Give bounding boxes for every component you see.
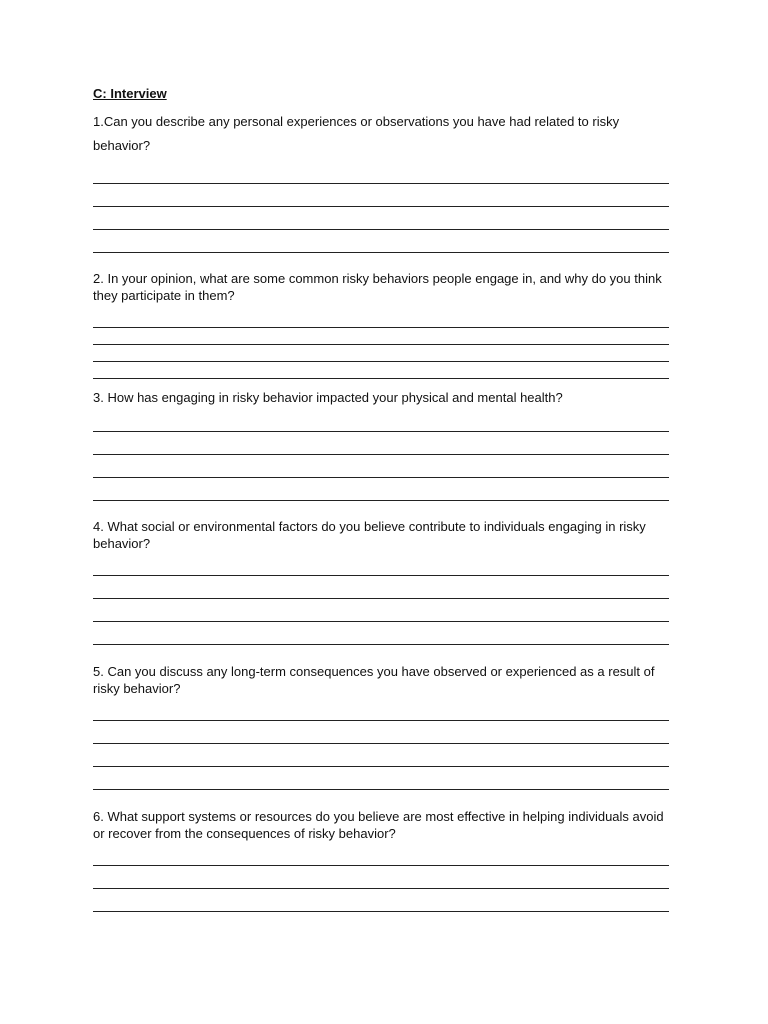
answer-line[interactable] <box>93 431 669 432</box>
answer-line[interactable] <box>93 183 669 184</box>
answer-line[interactable] <box>93 206 669 207</box>
answer-line[interactable] <box>93 575 669 576</box>
question-4-text: 4. What social or environmental factors do you believe contribute to individuals engaging in risky behavior? <box>93 519 646 551</box>
section-title: C: Interview <box>93 86 167 101</box>
answer-line[interactable] <box>93 911 669 912</box>
answer-line[interactable] <box>93 344 669 345</box>
answer-line[interactable] <box>93 766 669 767</box>
question-1-text: 1.Can you describe any personal experiences or observations you have had related to risky behavior? <box>93 114 620 153</box>
answer-line[interactable] <box>93 865 669 866</box>
question-2-text: 2. In your opinion, what are some common risky behaviors people engage in, and why do you think they participate in them? <box>93 271 662 303</box>
answer-line[interactable] <box>93 361 669 362</box>
question-6-text: 6. What support systems or resources do you believe are most effective in helping individuals avoid or recover from the consequences of risky behavior? <box>93 809 664 841</box>
answer-line[interactable] <box>93 500 669 501</box>
answer-line[interactable] <box>93 644 669 645</box>
question-5-text: 5. Can you discuss any long-term consequences you have observed or experienced as a result of risky behavior? <box>93 664 655 696</box>
answer-line[interactable] <box>93 327 669 328</box>
answer-line[interactable] <box>93 789 669 790</box>
answer-line[interactable] <box>93 378 669 379</box>
answer-line[interactable] <box>93 621 669 622</box>
answer-line[interactable] <box>93 598 669 599</box>
answer-line[interactable] <box>93 720 669 721</box>
answer-line[interactable] <box>93 888 669 889</box>
answer-line[interactable] <box>93 252 669 253</box>
answer-line[interactable] <box>93 229 669 230</box>
answer-line[interactable] <box>93 743 669 744</box>
answer-line[interactable] <box>93 477 669 478</box>
answer-line[interactable] <box>93 454 669 455</box>
question-3-text: 3. How has engaging in risky behavior impacted your physical and mental health? <box>93 390 563 405</box>
